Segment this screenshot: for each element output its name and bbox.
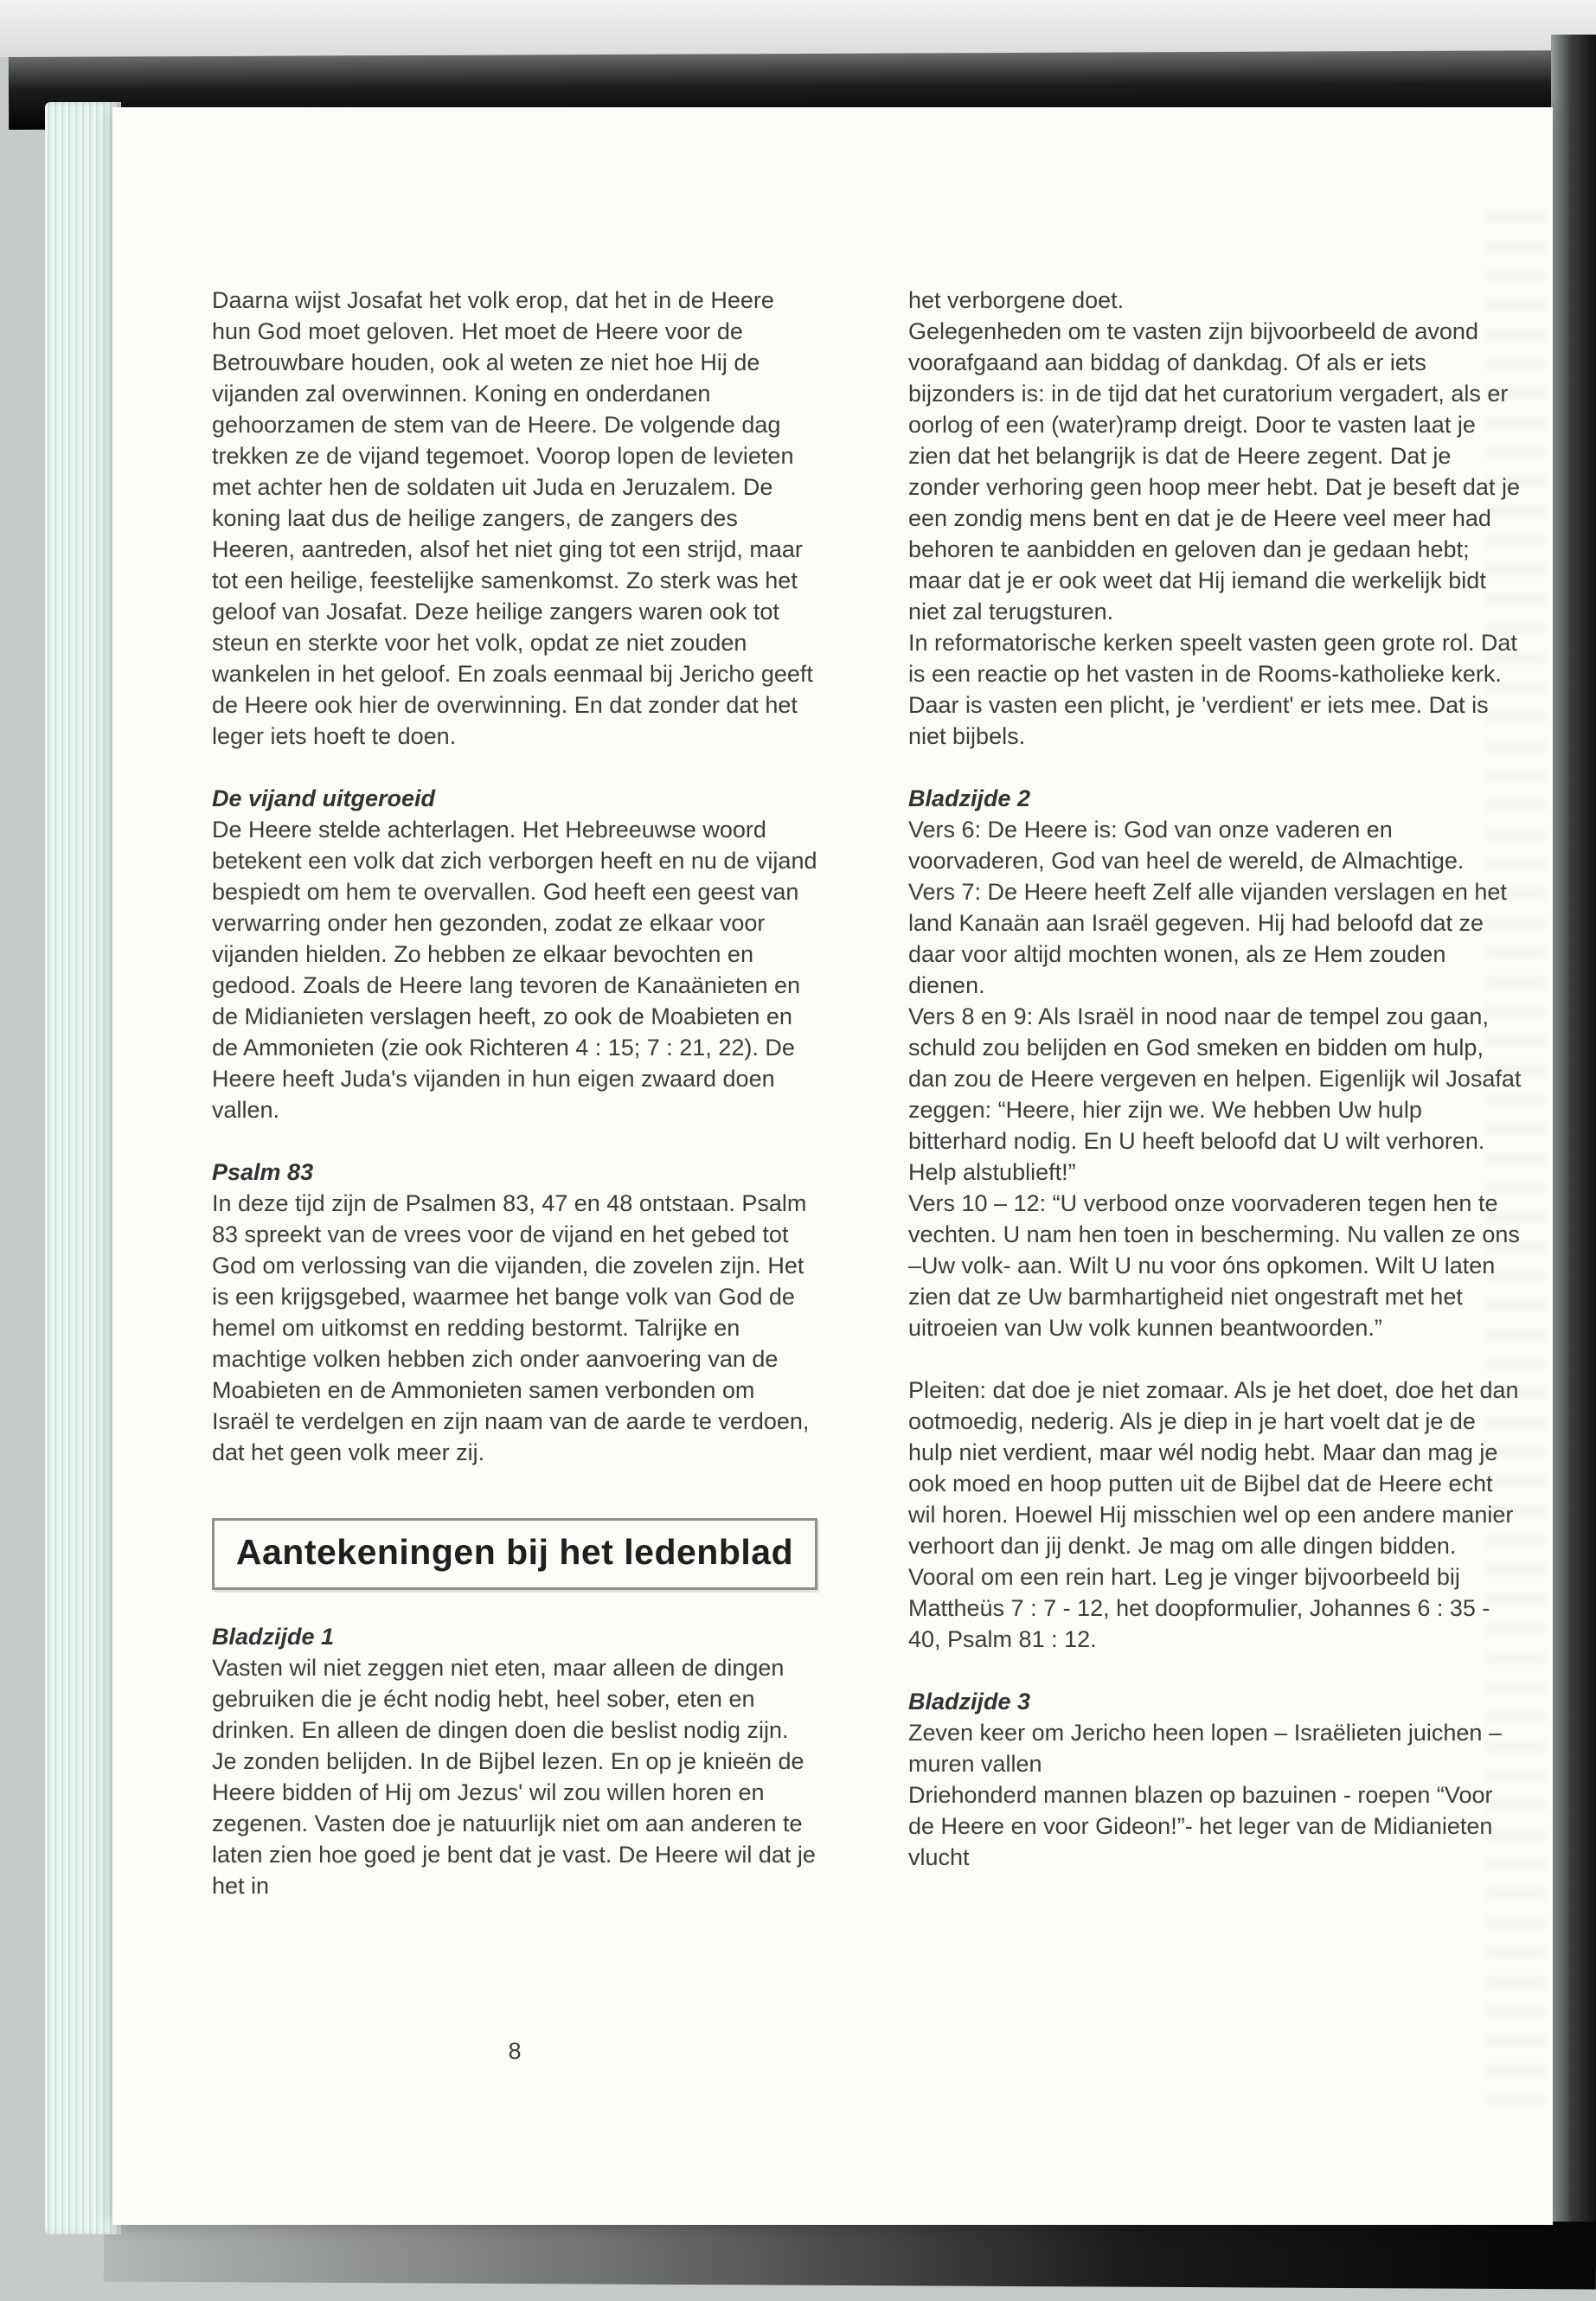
paragraph-vers-8-9: Vers 8 en 9: Als Israël in nood naar de tempel zou gaan, schuld zou belijden en God smeken en bidden om hulp, dan zou de Heere vergeven en helpen. Eigenlijk wil Josafat zeggen: “Heere, hier zijn we. We hebben Uw hulp bitterhard nodig. En U heeft beloofd dat U wilt verhoren. Help alstublieft!”	[908, 1003, 1522, 1185]
book-right-edge	[1551, 35, 1596, 2266]
paragraph-gideon: Driehonderd mannen blazen op bazuinen - roepen “Voor de Heere en voor Gideon!”- het leger van de Midianieten vlucht	[908, 1782, 1493, 1870]
right-column	[908, 285, 1524, 1873]
left-column	[212, 285, 817, 1901]
paragraph-continuation: het verborgene doet.	[908, 287, 1125, 313]
book-page	[112, 107, 1553, 2225]
paragraph-jericho: Zeven keer om Jericho heen lopen – Israëlieten juichen – muren vallen	[908, 1720, 1502, 1777]
paragraph-bladzijde-1: Vasten wil niet zeggen niet eten, maar alleen de dingen gebruiken die je écht nodig hebt, heel sober, eten en drinken. En alleen de dingen doen die beslist nodig zijn. Je zonden belijden. In de Bijbel lezen. En op je knieën de Heere bidden of Hij om Jezus' wil zou willen horen en zegenen. Vasten doe je natuurlijk niet om aan anderen te laten zien hoe goed je bent dat je vast. De Heere wil dat je het in	[212, 1655, 816, 1899]
notes-box-title: Aantekeningen bij het ledenblad	[235, 1532, 794, 1572]
paragraph-vers-7: Vers 7: De Heere heeft Zelf alle vijanden verslagen en het land Kanaän aan Israël gegeven. Hij had beloofd dat ze daar voor altijd mochten wonen, als ze Hem zouden dienen.	[908, 879, 1507, 998]
heading-bladzijde-1: Bladzijde 1	[212, 1624, 335, 1650]
heading-bladzijde-2: Bladzijde 2	[908, 785, 1031, 811]
page-stack-edge	[45, 102, 121, 2234]
notes-box	[212, 1518, 817, 1590]
scanner-background-top	[0, 0, 1596, 57]
heading-de-vijand-uitgeroeid: De vijand uitgeroeid	[212, 785, 436, 811]
paragraph-gelegenheden: Gelegenheden om te vasten zijn bijvoorbeeld de avond voorafgaand aan biddag of dankdag. Of als er iets bijzonders is: in de tijd dat het curatorium vergadert, als er oorlog of een (water)ramp dreigt. Door te vasten laat je zien dat het belangrijk is dat de Heere zegent. Dat je zonder verhoring geen hoop meer hebt. Dat je beseft dat je een zondig mens bent en dat je de Heere veel meer had behoren te aanbidden en geloven dan je gedaan hebt; maar dat je er ook weet dat Hij iemand die werkelijk bidt niet zal terugsturen.	[908, 318, 1520, 625]
paragraph-pleiten: Pleiten: dat doe je niet zomaar. Als je het doet, doe het dan ootmoedig, nederig. Als je diep in je hart voelt dat je de hulp niet verdient, maar wél nodig hebt. Maar dan mag je ook moed en hoop putten uit de Bijbel dat de Heere echt wil horen. Hoewel Hij misschien wel op een andere manier verhoort dan jij denkt. Je mag om alle dingen bidden. Vooral om een rein hart. Leg je vinger bijvoorbeeld bij Mattheüs 7 : 7 - 12, het doopformulier, Johannes 6 : 35 - 40, Psalm 81 : 12.	[908, 1377, 1519, 1652]
heading-psalm-83: Psalm 83	[212, 1159, 314, 1185]
paragraph-vers-10-12: Vers 10 – 12: “U verbood onze voorvaderen tegen hen te vechten. U nam hen toen in bescherming. Nu vallen ze ons –Uw volk- aan. Wilt U nu voor óns opkomen. Wilt U laten zien dat ze Uw barmhartigheid niet ongestraft met het uitroeien van Uw volk kunnen beantwoorden.”	[908, 1190, 1520, 1341]
paragraph-reformatorische-kerken: In reformatorische kerken speelt vasten geen grote rol. Dat is een reactie op het vasten in de Rooms-katholieke kerk. Daar is vasten een plicht, je 'verdient' er iets mee. Dat is niet bijbels.	[908, 630, 1517, 749]
paragraph-vers-6: Vers 6: De Heere is: God van onze vaderen en voorvaderen, God van heel de wereld, de Almachtige.	[908, 817, 1465, 874]
book-bottom-edge	[104, 2214, 1596, 2289]
heading-bladzijde-3: Bladzijde 3	[908, 1689, 1031, 1715]
page-number: 8	[508, 2038, 522, 2064]
paragraph-de-vijand-uitgeroeid: De Heere stelde achterlagen. Het Hebreeuwse woord betekent een volk dat zich verborgen heeft en nu de vijand bespiedt om hem te overvallen. God heeft een geest van verwarring onder hen gezonden, zodat ze elkaar voor vijanden hielden. Zo hebben ze elkaar bevochten en gedood. Zoals de Heere lang tevoren de Kanaänieten en de Midianieten verslagen heeft, zo ook de Moabieten en de Ammonieten (zie ook Richteren 4 : 15; 7 : 21, 22). De Heere heeft Juda's vijanden in hun eigen zwaard doen vallen.	[212, 817, 817, 1123]
paragraph-psalm-83: In deze tijd zijn de Psalmen 83, 47 en 48 ontstaan. Psalm 83 spreekt van de vrees voor de vijand en het gebed tot God om verlossing van die vijanden, die zovelen zijn. Het is een krijgsgebed, waarmee het bange volk van God de hemel om uitkomst en redding bestormt. Talrijke en machtige volken hebben zich onder aanvoering van de Moabieten en de Ammonieten samen verbonden om Israël te verdelgen en zijn naam van de aarde te verdoen, dat het geen volk meer zij.	[212, 1190, 810, 1465]
intro-paragraph: Daarna wijst Josafat het volk erop, dat het in de Heere hun God moet geloven. Het moet de Heere voor de Betrouwbare houden, ook al weten ze niet hoe Hij de vijanden zal overwinnen. Koning en onderdanen gehoorzamen de stem van de Heere. De volgende dag trekken ze de vijand tegemoet. Voorop lopen de levieten met achter hen de soldaten uit Juda en Jeruzalem. De koning laat dus de heilige zangers, de zangers des Heeren, aantreden, alsof het niet ging tot een strijd, maar tot een heilige, feestelijke samenkomst. Zo sterk was het geloof van Josafat. Deze heilige zangers waren ook tot steun en sterkte voor het volk, opdat ze niet zouden wankelen in het geloof. En zoals eenmaal bij Jericho geeft de Heere ook hier de overwinning. En dat zonder dat het leger iets hoeft te doen.	[212, 287, 813, 749]
